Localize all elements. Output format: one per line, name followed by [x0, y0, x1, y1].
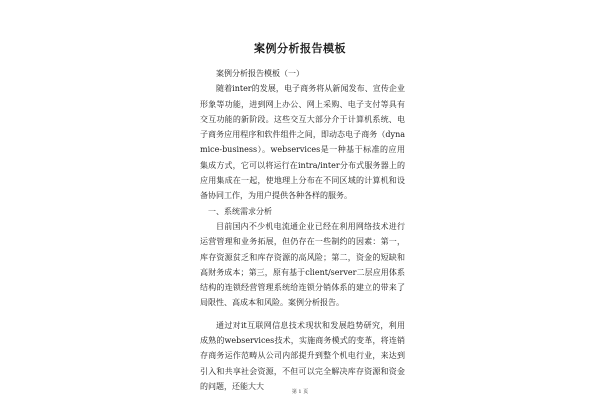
paragraph-solution: 通过对it互联网信息技术现状和发展趋势研究，利用成熟的webservices技术，实施商务模式的变革，将连销存商务运作范畴从公司内部提升到整个机电行业，来达到引入和共享社会资源，不但可以完全解决库存资源和资金的问题，还能大大 — [200, 320, 405, 391]
paragraph-requirements: 目前国内不少机电流通企业已经在利用网络技术进行运营管理和业务拓展，但仍存在一些制约的因素：第一，库存资源贫乏和库存资源的高风险；第二，资金的短缺和高财务成本；第三，原有基于client/server二层应用体系结构的连锁经营管理系统给连锁分销体系的建立的带来了局限性、高成本和风险。案例分析报告。 — [200, 221, 405, 308]
section-heading: 一、系统需求分析 — [208, 206, 272, 216]
paragraph-subtitle: 案例分析报告模板（一） — [216, 69, 304, 78]
page-number: 第 1 页 — [291, 389, 309, 395]
paragraph-intro: 随着inter的发展，电子商务将从新闻发布、宣传企业形象等功能，进到网上办公、网上采购、电子支付等具有交互功能的新阶段。这些交互大部分介于计算机系统、电子商务应用程序和软件组件之间，即动态电子商务（dynamice-business）。webservices是一种基于标准的应用集成方式，它可以将运行在intra/inter分布式服务器上的应用集成在一起，使地理上分布在不同区域的计算机和设备协同工作，为用户提供各种各样的服务。 — [200, 84, 405, 201]
document-title: 案例分析报告模板 — [254, 42, 346, 55]
document-body — [200, 66, 405, 394]
